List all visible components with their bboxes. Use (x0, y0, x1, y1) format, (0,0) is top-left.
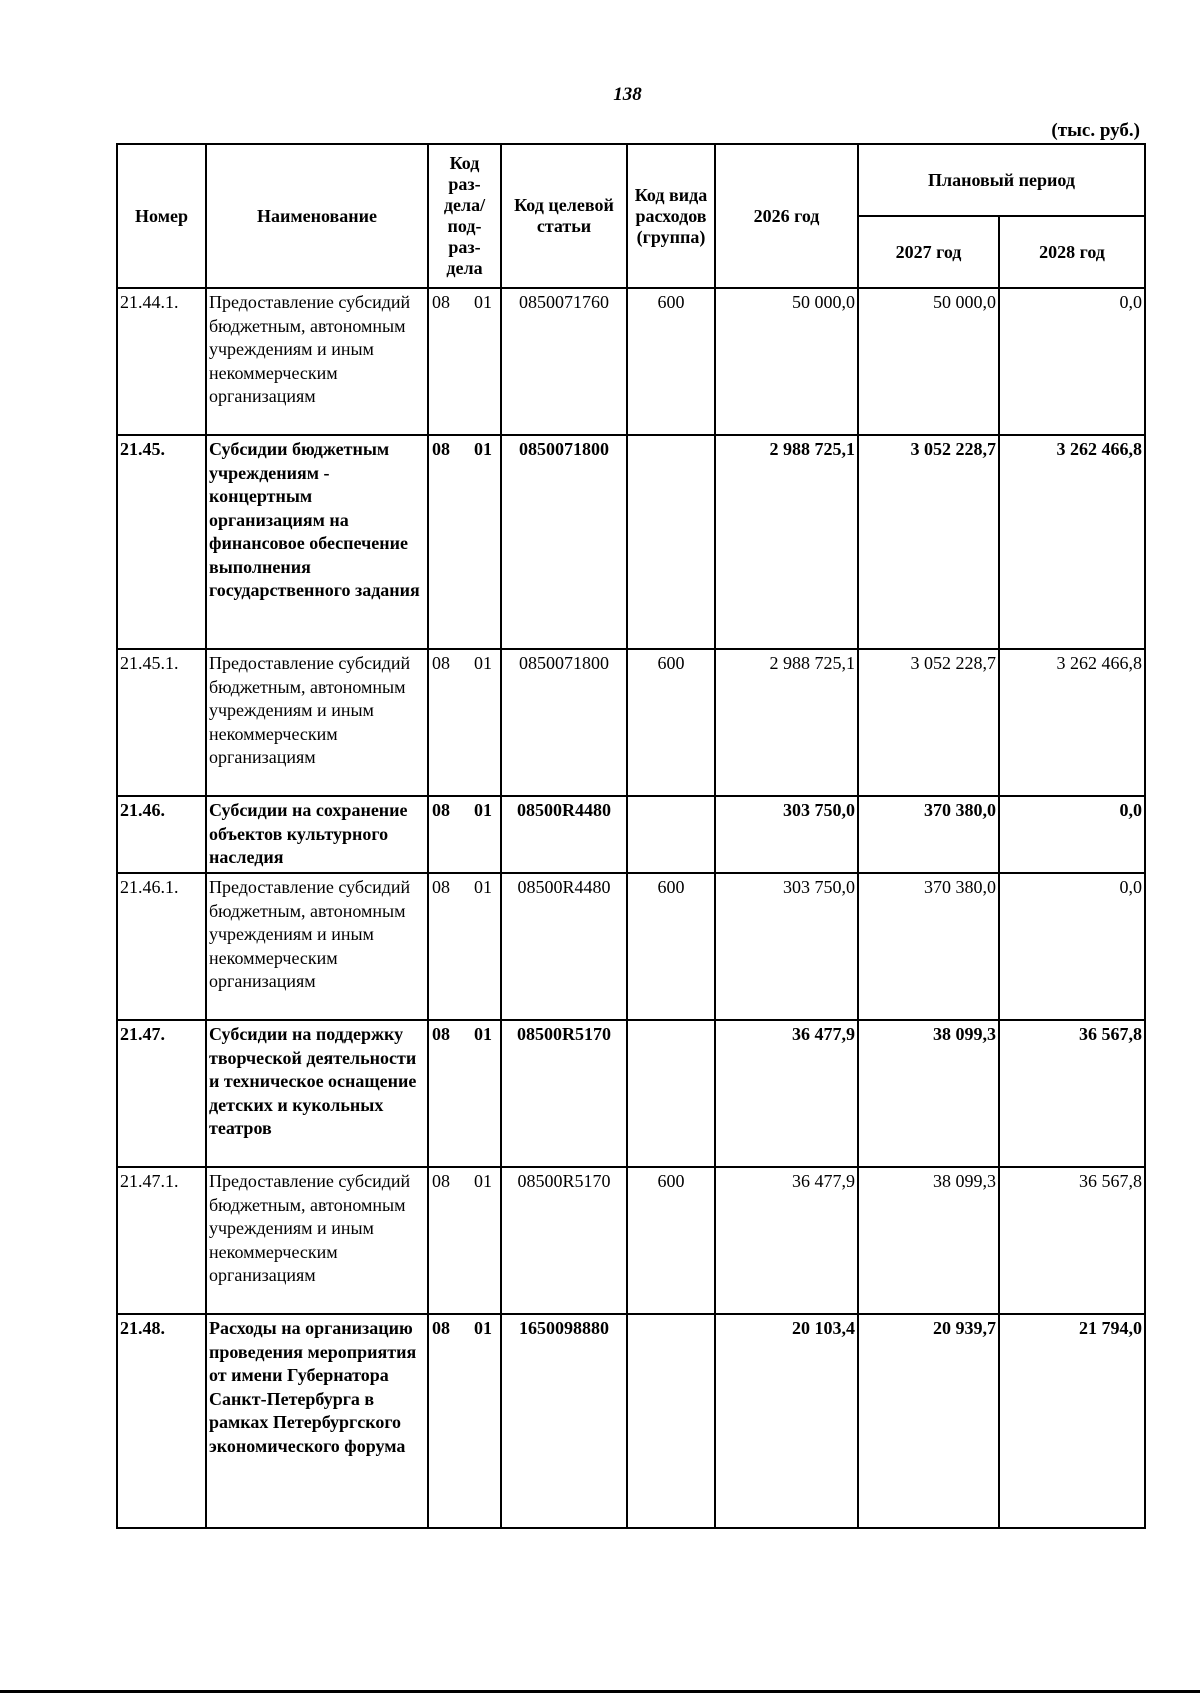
row-subsection-code: 01 (474, 1318, 492, 1338)
table-row (117, 435, 1145, 649)
row-subsection-code: 01 (474, 800, 492, 820)
row-section-code: 08 (432, 439, 450, 459)
row-value-2026: 303 750,0 (715, 796, 858, 873)
row-value-2028: 36 567,8 (999, 1167, 1145, 1314)
row-expense-kind (627, 796, 715, 873)
table-row (117, 649, 1145, 796)
row-name: Субсидии на поддержку творческой деятельности и техническое оснащение детских и кукольных театров (206, 1020, 428, 1167)
row-number: 21.45.1. (117, 649, 206, 796)
row-section (428, 1020, 501, 1167)
row-value-2026: 36 477,9 (715, 1020, 858, 1167)
row-value-2027: 38 099,3 (858, 1020, 999, 1167)
row-section (428, 1167, 501, 1314)
row-target-code: 0850071800 (501, 649, 627, 796)
row-section-code: 08 (432, 1171, 450, 1191)
row-target-code: 1650098880 (501, 1314, 627, 1528)
row-subsection-code: 01 (474, 439, 492, 459)
row-name: Субсидии бюджетным учреждениям - концертным организациям на финансовое обеспечение выполнения государственного задания (206, 435, 428, 649)
row-section-code: 08 (432, 653, 450, 673)
row-subsection-code: 01 (474, 292, 492, 312)
row-value-2028: 21 794,0 (999, 1314, 1145, 1528)
row-name: Предоставление субсидий бюджетным, автономным учреждениям и иным некоммерческим организациям (206, 1167, 428, 1314)
row-name: Предоставление субсидий бюджетным, автономным учреждениям и иным некоммерческим организациям (206, 288, 428, 435)
row-target-code: 08500R4480 (501, 796, 627, 873)
row-value-2027: 3 052 228,7 (858, 435, 999, 649)
header-2028: 2028 год (999, 216, 1145, 288)
header-2027: 2027 год (858, 216, 999, 288)
row-target-code: 08500R4480 (501, 873, 627, 1020)
row-expense-kind (627, 1314, 715, 1528)
header-kind: Код вида расходов (группа) (627, 144, 715, 288)
row-value-2028: 3 262 466,8 (999, 435, 1145, 649)
budget-table (116, 143, 1146, 1529)
table-row (117, 873, 1145, 1020)
row-value-2026: 36 477,9 (715, 1167, 858, 1314)
row-number: 21.46. (117, 796, 206, 873)
row-name: Расходы на организацию проведения мероприятия от имени Губернатора Санкт-Петербурга в рамках Петербургского экономического форума (206, 1314, 428, 1528)
row-expense-kind (627, 1020, 715, 1167)
row-value-2027: 3 052 228,7 (858, 649, 999, 796)
row-value-2027: 20 939,7 (858, 1314, 999, 1528)
row-expense-kind: 600 (627, 873, 715, 1020)
row-section (428, 873, 501, 1020)
row-section (428, 288, 501, 435)
row-subsection-code: 01 (474, 877, 492, 897)
row-target-code: 08500R5170 (501, 1167, 627, 1314)
row-section-code: 08 (432, 800, 450, 820)
row-value-2028: 3 262 466,8 (999, 649, 1145, 796)
row-expense-kind: 600 (627, 288, 715, 435)
row-expense-kind: 600 (627, 649, 715, 796)
row-section (428, 649, 501, 796)
row-expense-kind (627, 435, 715, 649)
row-value-2028: 0,0 (999, 796, 1145, 873)
row-section-code: 08 (432, 877, 450, 897)
row-number: 21.45. (117, 435, 206, 649)
header-target: Код целевой статьи (501, 144, 627, 288)
row-section (428, 435, 501, 649)
row-value-2026: 2 988 725,1 (715, 435, 858, 649)
row-value-2027: 38 099,3 (858, 1167, 999, 1314)
row-name: Субсидии на сохранение объектов культурного наследия (206, 796, 428, 873)
row-number: 21.47. (117, 1020, 206, 1167)
page-number: 138 (613, 84, 642, 105)
row-target-code: 08500R5170 (501, 1020, 627, 1167)
row-value-2026: 2 988 725,1 (715, 649, 858, 796)
table-row (117, 1314, 1145, 1528)
row-value-2026: 20 103,4 (715, 1314, 858, 1528)
table-body (117, 288, 1145, 1528)
row-number: 21.44.1. (117, 288, 206, 435)
scan-edge (0, 1690, 1200, 1693)
row-value-2027: 370 380,0 (858, 873, 999, 1020)
row-value-2027: 370 380,0 (858, 796, 999, 873)
row-section-code: 08 (432, 1024, 450, 1044)
row-value-2028: 36 567,8 (999, 1020, 1145, 1167)
row-target-code: 0850071760 (501, 288, 627, 435)
row-number: 21.48. (117, 1314, 206, 1528)
header-number: Номер (117, 144, 206, 288)
row-target-code: 0850071800 (501, 435, 627, 649)
table-header (117, 144, 1145, 288)
row-number: 21.46.1. (117, 873, 206, 1020)
row-section (428, 1314, 501, 1528)
row-value-2026: 303 750,0 (715, 873, 858, 1020)
row-value-2026: 50 000,0 (715, 288, 858, 435)
row-value-2028: 0,0 (999, 288, 1145, 435)
row-value-2027: 50 000,0 (858, 288, 999, 435)
row-name: Предоставление субсидий бюджетным, автономным учреждениям и иным некоммерческим организациям (206, 649, 428, 796)
row-section (428, 796, 501, 873)
table-row (117, 796, 1145, 873)
row-section-code: 08 (432, 1318, 450, 1338)
row-value-2028: 0,0 (999, 873, 1145, 1020)
header-name: Наименование (206, 144, 428, 288)
table-row (117, 1167, 1145, 1314)
table-row (117, 288, 1145, 435)
header-2026: 2026 год (715, 144, 858, 288)
row-name: Предоставление субсидий бюджетным, автономным учреждениям и иным некоммерческим организациям (206, 873, 428, 1020)
header-section: Код раз-дела/ под-раз-дела (428, 144, 501, 288)
row-expense-kind: 600 (627, 1167, 715, 1314)
header-planned-period: Плановый период (858, 144, 1145, 216)
row-subsection-code: 01 (474, 1024, 492, 1044)
units-label: (тыс. руб.) (1051, 120, 1140, 141)
row-subsection-code: 01 (474, 1171, 492, 1191)
row-number: 21.47.1. (117, 1167, 206, 1314)
table-row (117, 1020, 1145, 1167)
row-subsection-code: 01 (474, 653, 492, 673)
row-section-code: 08 (432, 292, 450, 312)
